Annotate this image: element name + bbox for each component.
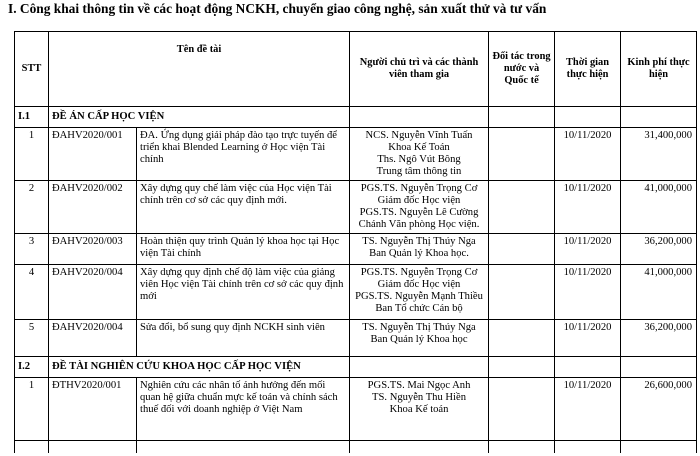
- row-title: Xây dựng quy chế làm việc của Học viện Tài chính trên cơ sở các quy định mới.: [137, 181, 350, 234]
- section-label: I.2: [15, 357, 49, 378]
- row-budget: 41,000,000: [621, 181, 697, 234]
- row-stt: 5: [15, 320, 49, 357]
- row-title: ĐA. Ứng dụng giải pháp đào tạo trực tuyến để triển khai Blended Learning ở Học viện Tài chính: [137, 128, 350, 181]
- row-stt: 1: [15, 128, 49, 181]
- row-stt: 1: [15, 378, 49, 441]
- row-partner: [489, 378, 555, 441]
- row-code: ĐAHV2020/002: [49, 181, 137, 234]
- table-row: [15, 181, 697, 234]
- person-line: Khoa Kế toán: [389, 403, 449, 415]
- row-partner: [489, 181, 555, 234]
- person-line: Giám đốc Học viện: [377, 194, 461, 206]
- row-stt: 3: [15, 234, 49, 265]
- row-stt: 4: [15, 265, 49, 320]
- row-partner: [489, 265, 555, 320]
- table-row: [15, 234, 697, 265]
- table-header-row: [15, 32, 697, 107]
- row-people: [350, 234, 489, 265]
- person-line: TS. Nguyễn Thu Hiền: [372, 391, 466, 403]
- section-row-2: [15, 357, 697, 378]
- col-stt-header: STT: [15, 32, 49, 107]
- table-row: [15, 378, 697, 441]
- person-line: Khoa Kế Toán: [388, 141, 450, 153]
- row-code: ĐAHV2020/003: [49, 234, 137, 265]
- row-time: 10/11/2020: [555, 234, 621, 265]
- row-stt: 2: [15, 181, 49, 234]
- section-title: ĐỀ TÀI NGHIÊN CỨU KHOA HỌC CẤP HỌC VIỆN: [49, 357, 350, 378]
- col-time-header: Thời gian thực hiện: [555, 32, 621, 107]
- person-line: Giám đốc Học viện: [377, 278, 461, 290]
- col-budget-header: Kinh phí thực hiện: [621, 32, 697, 107]
- col-partner-header: Đối tác trong nước và Quốc tế: [489, 32, 555, 107]
- row-partner: [489, 320, 555, 357]
- section-label: I.1: [15, 107, 49, 128]
- row-title: Nghiên cứu các nhân tố ảnh hưởng đến mối quan hệ giữa chuẩn mực kế toán và chính sách thuế đối với doanh nghiệp ở Việt Nam: [137, 378, 350, 441]
- row-code: ĐTHV2020/001: [49, 378, 137, 441]
- person-line: PGS.TS. Nguyễn Trọng Cơ: [360, 183, 478, 194]
- row-partner: [489, 128, 555, 181]
- col-title-header: Tên đề tài: [49, 32, 350, 107]
- section-heading: I. Công khai thông tin về các hoạt động NCKH, chuyển giao công nghệ, sản xuất thử và tư vấn: [8, 1, 547, 16]
- row-people: [350, 320, 489, 357]
- person-line: TS. Nguyễn Thị Thúy Nga: [362, 236, 476, 247]
- row-people: [350, 181, 489, 234]
- row-people: [350, 265, 489, 320]
- row-budget: 36,200,000: [621, 320, 697, 357]
- person-line: PGS.TS. Mai Ngọc Anh: [367, 380, 471, 391]
- row-budget: 26,600,000: [621, 378, 697, 441]
- row-budget: 31,400,000: [621, 128, 697, 181]
- row-budget: 41,000,000: [621, 265, 697, 320]
- row-time: 10/11/2020: [555, 128, 621, 181]
- row-code: ĐAHV2020/004: [49, 320, 137, 357]
- person-line: Chánh Văn phòng Học viện.: [358, 218, 480, 230]
- col-people-header: Người chủ trì và các thành viên tham gia: [350, 32, 489, 107]
- person-line: PGS.TS. Nguyễn Trọng Cơ: [360, 267, 478, 278]
- row-partner: [489, 234, 555, 265]
- row-time: 10/11/2020: [555, 265, 621, 320]
- row-title: Hoàn thiện quy trình Quản lý khoa học tại Học viện Tài chính: [137, 234, 350, 265]
- row-code: ĐAHV2020/004: [49, 265, 137, 320]
- table-row: [15, 320, 697, 357]
- section-title: ĐỀ ÁN CẤP HỌC VIỆN: [49, 107, 350, 128]
- row-people: [350, 378, 489, 441]
- person-line: TS. Nguyễn Thị Thúy Nga: [362, 322, 476, 333]
- table-row-cutoff: [15, 441, 697, 454]
- person-line: NCS. Nguyễn Vĩnh Tuấn: [365, 130, 473, 141]
- row-title: Sửa đổi, bổ sung quy định NCKH sinh viên: [137, 320, 350, 357]
- table-row: [15, 265, 697, 320]
- row-budget: 36,200,000: [621, 234, 697, 265]
- person-line: PGS.TS. Nguyễn Mạnh Thiều: [355, 290, 483, 302]
- table-row: [15, 128, 697, 181]
- person-line: Ban Quản lý Khoa học.: [369, 247, 469, 259]
- person-line: Ths. Ngô Vút Bông: [377, 153, 461, 165]
- person-line: Ban Quản lý Khoa học: [370, 333, 468, 345]
- section-row-1: [15, 107, 697, 128]
- research-table: [14, 31, 697, 453]
- row-time: 10/11/2020: [555, 378, 621, 441]
- row-time: 10/11/2020: [555, 181, 621, 234]
- row-code: ĐAHV2020/001: [49, 128, 137, 181]
- row-time: 10/11/2020: [555, 320, 621, 357]
- row-title: Xây dựng quy định chế độ làm việc của giảng viên Học viện Tài chính trên cơ sở các quy định mới: [137, 265, 350, 320]
- person-line: Ban Tổ chức Cán bộ: [375, 302, 463, 314]
- person-line: PGS.TS. Nguyễn Lê Cường: [359, 206, 479, 218]
- person-line: Trung tâm thông tin: [376, 165, 462, 177]
- row-people: [350, 128, 489, 181]
